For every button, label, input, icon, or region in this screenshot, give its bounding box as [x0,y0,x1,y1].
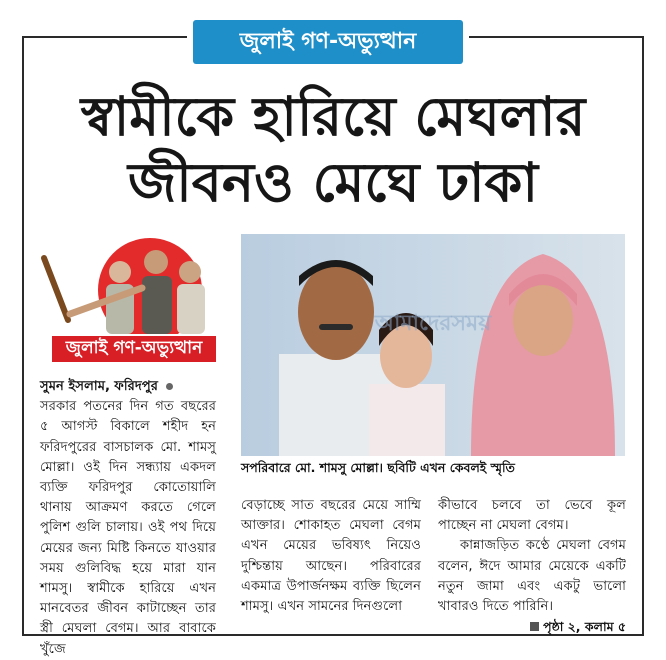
article-body-col3-p2: কান্নাজড়িত কণ্ঠে মেঘলা বেগম বলেন, ঈদে আমার মেয়েকে একটি নতুন জামা এবং একটু ভালো খাবারও দিতে পারিনি। [438,538,626,615]
article-body-col2: বেড়াচ্ছে সাত বছরের মেয়ে সাম্মি আক্তার। শোকাহত মেঘলা বেগম এখন মেয়ের ভবিষ্যৎ নিয়েও দুশ্চিন্তায় আছেন। পরিবারের একমাত্র উপার্জনক্ষম ব্যক্তি ছিলেন শামসু। এখন সামনের দিনগুলো [241,498,421,615]
article-column-2 [241,496,421,617]
headline-line-1: স্বামীকে হারিয়ে মেঘলার [80,85,586,148]
article-column-1 [40,377,216,660]
headline [40,84,626,216]
logo-figures-illustration [40,228,218,338]
family-photo-illustration [241,234,625,456]
family-photo [241,234,625,456]
continuation-label: পৃষ্ঠা ২, কলাম ৫ [543,619,626,635]
photo-watermark: আমাদেরসময় [374,311,492,336]
article-column-3 [438,496,626,638]
byline-place: ফরিদপুর [114,379,159,394]
byline-name: সুমন ইসলাম, [40,379,111,394]
photo-caption: সপরিবারে মো. শামসু মোল্লা। ছবিটি এখন কেবলই স্মৃতি [241,460,515,475]
july-uprising-logo [40,228,218,364]
bullet-dot-icon [166,383,173,390]
headline-line-2: জীবনও মেঘে ঢাকা [128,151,538,214]
logo-band-label: জুলাই গণ-অভ্যুত্থান [50,334,218,364]
article-body-col1: সরকার পতনের দিন গত বছরের ৫ আগস্ট বিকালে শহীদ হন ফরিদপুরের বাসচালক মো. শামসু মোল্লা। ওই দিন সন্ধ্যায় একদল ব্যক্তি ফরিদপুর কোতোয়ালি থানায় আক্রমণ করতে গেলে পুলিশ গুলি চালায়। ওই পথ দিয়ে মেয়ের জন্য মিষ্টি কিনতে যাওয়ার সময় গুলিবিদ্ধ হয়ে মারা যান শামসু। স্বামীকে হারিয়ে এখন মানবেতর জীবন কাটাচ্ছেন তার স্ত্রী মেঘলা বেগম। আর বাবাকে খুঁজে [40,399,216,657]
continuation-square-icon [530,622,539,631]
section-tag: জুলাই গণ-অভ্যুত্থান [193,20,463,64]
article-body-col3-p1: কীভাবে চলবে তা ভেবে কূল পাচ্ছেন না মেঘলা বেগম। [438,498,626,534]
